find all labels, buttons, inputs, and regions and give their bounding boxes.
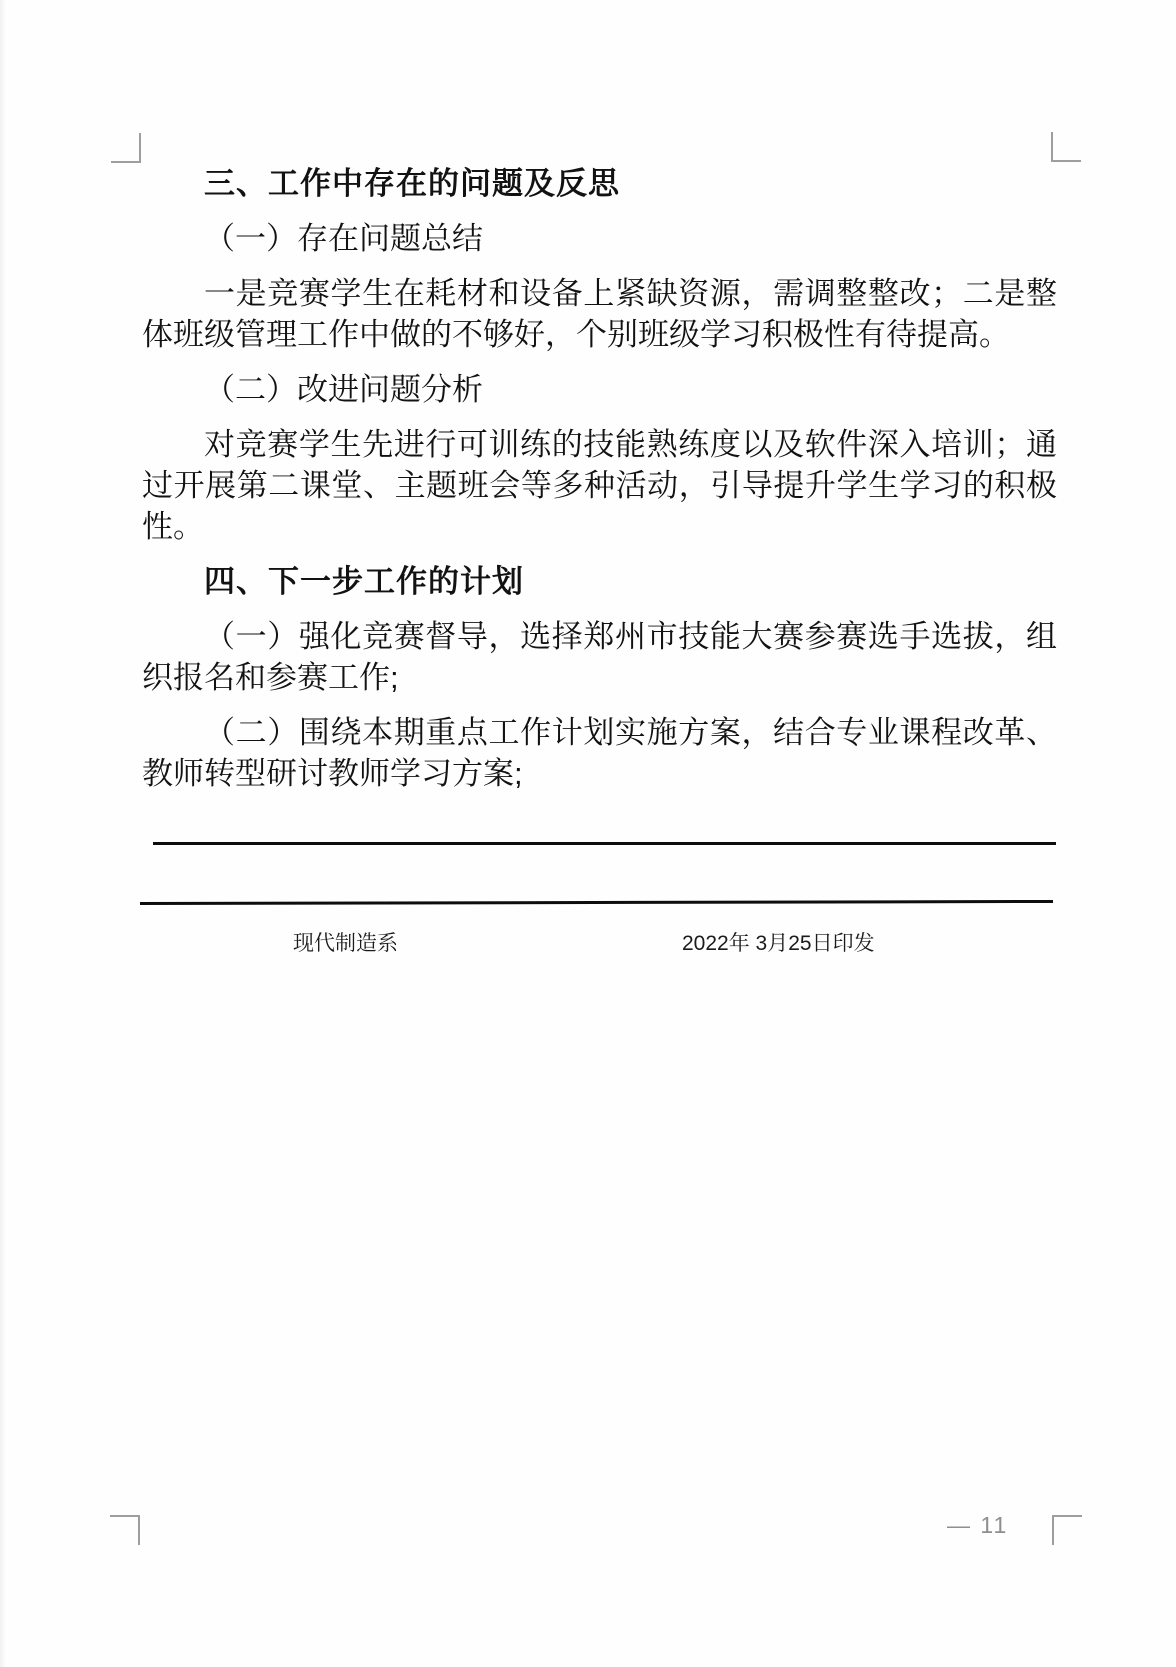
paragraph-problem-summary: 一是竞赛学生在耗材和设备上紧缺资源，需调整整改；二是整体班级管理工作中做的不够好，个别班级学习积极性有待提高。 xyxy=(142,276,1057,352)
separator-line-upper xyxy=(153,842,1056,845)
corner-mark-bottom-left xyxy=(110,1515,140,1545)
separator-line-lower xyxy=(140,900,1053,905)
subsection-title-improvement-analysis: （二）改进问题分析 xyxy=(204,372,483,407)
corner-mark-top-left xyxy=(111,133,141,163)
document-content xyxy=(142,0,1057,808)
paragraph-improvement-analysis: 对竞赛学生先进行可训练的技能熟练度以及软件深入培训；通过开展第二课堂、主题班会等多种活动，引导提升学生学习的积极性。 xyxy=(142,427,1057,544)
subsection-title-problem-summary: （一）存在问题总结 xyxy=(204,221,483,256)
paragraph-plan-item-2: （二）围绕本期重点工作计划实施方案，结合专业课程改革、教师转型研讨教师学习方案; xyxy=(142,715,1057,791)
section-heading-problems-reflection: 三、工作中存在的问题及反思 xyxy=(204,166,620,201)
footer-issuing-department: 现代制造系 xyxy=(293,932,398,955)
paragraph-plan-item-1: （一）强化竞赛督导，选择郑州市技能大赛参赛选手选拔，组织报名和参赛工作; xyxy=(142,619,1057,695)
footer-print-date: 2022年 3月25日印发 xyxy=(682,932,875,955)
corner-mark-bottom-right xyxy=(1052,1515,1082,1545)
page-number: — 11 xyxy=(947,1512,1009,1538)
section-heading-next-step-plan: 四、下一步工作的计划 xyxy=(204,564,524,599)
